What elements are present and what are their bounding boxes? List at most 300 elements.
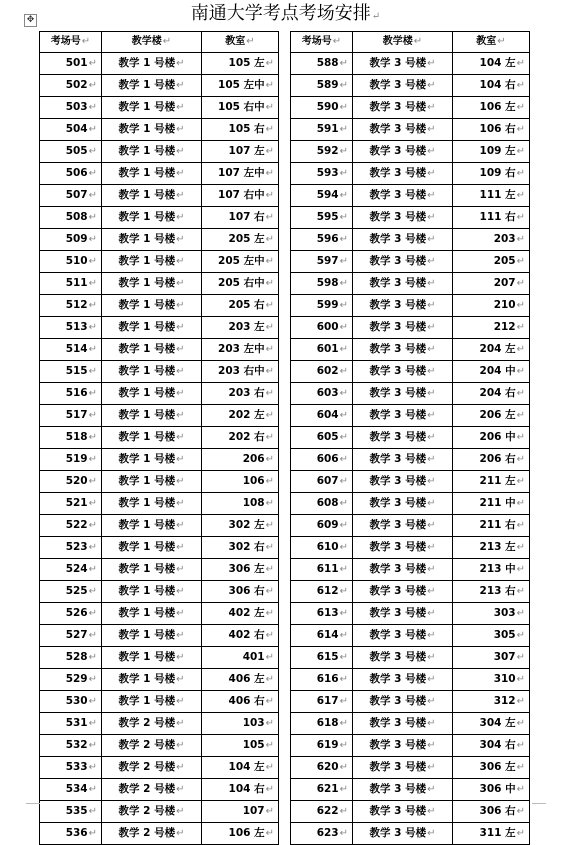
- paragraph-mark-icon: ↵: [427, 256, 436, 267]
- room-number-cell: [291, 537, 353, 559]
- classroom-cell: [453, 405, 530, 427]
- room-number-cell: [40, 757, 102, 779]
- building-cell-text: 教学 3 号楼: [369, 673, 427, 685]
- paragraph-mark-icon: ↵: [427, 740, 436, 751]
- paragraph-mark-icon: ↵: [516, 322, 525, 333]
- classroom-cell-text: 205 左中: [218, 255, 265, 267]
- classroom-cell-text: 106 右: [479, 123, 516, 135]
- building-cell-text: 教学 3 号楼: [369, 761, 427, 773]
- paragraph-mark-icon: ↵: [265, 234, 274, 245]
- table-row: [40, 295, 279, 317]
- paragraph-mark-icon: ↵: [265, 696, 274, 707]
- building-cell-text: 教学 1 号楼: [118, 123, 176, 135]
- building-cell: [353, 779, 453, 801]
- paragraph-mark-icon: ↵: [88, 432, 97, 443]
- room-number-cell-text: 607: [316, 475, 339, 487]
- paragraph-mark-icon: ↵: [339, 234, 348, 245]
- building-cell-text: 教学 3 号楼: [369, 717, 427, 729]
- paragraph-mark-icon: ↵: [427, 388, 436, 399]
- classroom-cell: [453, 713, 530, 735]
- paragraph-mark-icon: ↵: [516, 674, 525, 685]
- building-cell-text: 教学 3 号楼: [369, 255, 427, 267]
- room-number-cell-text: 504: [65, 123, 88, 135]
- building-cell: [353, 515, 453, 537]
- header-classroom: [202, 32, 279, 53]
- room-number-cell: [291, 757, 353, 779]
- paragraph-mark-icon: ↵: [516, 432, 525, 443]
- room-number-cell-text: 609: [316, 519, 339, 531]
- paragraph-mark-icon: ↵: [88, 520, 97, 531]
- classroom-cell: [202, 185, 279, 207]
- room-number-cell-text: 508: [65, 211, 88, 223]
- classroom-cell-text: 106 左: [228, 827, 265, 839]
- paragraph-mark-icon: ↵: [88, 410, 97, 421]
- paragraph-mark-icon: ↵: [265, 278, 274, 289]
- building-cell-text: 教学 2 号楼: [118, 805, 176, 817]
- paragraph-mark-icon: ↵: [88, 366, 97, 377]
- classroom-cell-text: 306 右: [479, 805, 516, 817]
- building-cell: [353, 163, 453, 185]
- paragraph-mark-icon: ↵: [88, 828, 97, 839]
- paragraph-mark-icon: ↵: [332, 36, 342, 47]
- room-number-cell-text: 535: [65, 805, 88, 817]
- building-cell: [102, 141, 202, 163]
- room-number-cell-text: 521: [65, 497, 88, 509]
- table-header-row: [291, 32, 530, 53]
- classroom-cell: [202, 647, 279, 669]
- paragraph-mark-icon: ↵: [339, 58, 348, 69]
- building-cell-text: 教学 1 号楼: [118, 101, 176, 113]
- room-number-cell: [40, 383, 102, 405]
- paragraph-mark-icon: ↵: [265, 212, 274, 223]
- room-number-cell: [40, 273, 102, 295]
- building-cell-text: 教学 1 号楼: [118, 453, 176, 465]
- building-cell-text: 教学 2 号楼: [118, 783, 176, 795]
- paragraph-mark-icon: ↵: [88, 80, 97, 91]
- paragraph-mark-icon: ↵: [339, 168, 348, 179]
- paragraph-mark-icon: ↵: [427, 806, 436, 817]
- building-cell: [102, 735, 202, 757]
- classroom-cell: [453, 669, 530, 691]
- table-row: [40, 581, 279, 603]
- room-number-cell: [40, 625, 102, 647]
- room-number-cell: [291, 625, 353, 647]
- table-row: [40, 383, 279, 405]
- classroom-cell-text: 111 左: [479, 189, 516, 201]
- building-cell-text: 教学 3 号楼: [369, 607, 427, 619]
- paragraph-mark-icon: ↵: [427, 784, 436, 795]
- classroom-cell-text: 203 左: [228, 321, 265, 333]
- building-cell: [102, 757, 202, 779]
- classroom-cell-text: 211 中: [479, 497, 516, 509]
- paragraph-mark-icon: ↵: [516, 388, 525, 399]
- classroom-cell-text: 204 右: [479, 387, 516, 399]
- classroom-cell-text: 302 左: [228, 519, 265, 531]
- room-number-cell: [40, 75, 102, 97]
- paragraph-mark-icon: ↵: [516, 80, 525, 91]
- building-cell: [102, 691, 202, 713]
- room-number-cell-text: 617: [316, 695, 339, 707]
- paragraph-mark-icon: ↵: [265, 366, 274, 377]
- building-cell-text: 教学 1 号楼: [118, 563, 176, 575]
- building-cell-text: 教学 3 号楼: [369, 585, 427, 597]
- classroom-cell: [453, 603, 530, 625]
- paragraph-mark-icon: ↵: [427, 762, 436, 773]
- paragraph-mark-icon: ↵: [516, 806, 525, 817]
- classroom-cell-text: 206 右: [479, 453, 516, 465]
- paragraph-mark-icon: ↵: [427, 476, 436, 487]
- building-cell-text: 教学 3 号楼: [369, 233, 427, 245]
- classroom-cell-text: 303: [493, 607, 516, 619]
- paragraph-mark-icon: ↵: [427, 278, 436, 289]
- table-row: [40, 647, 279, 669]
- room-number-cell-text: 505: [65, 145, 88, 157]
- table-row: [40, 339, 279, 361]
- room-number-cell-text: 619: [316, 739, 339, 751]
- paragraph-mark-icon: ↵: [427, 696, 436, 707]
- table-row: [40, 251, 279, 273]
- paragraph-mark-icon: ↵: [265, 542, 274, 553]
- room-number-cell: [40, 823, 102, 845]
- building-cell-text: 教学 3 号楼: [369, 739, 427, 751]
- paragraph-mark-icon: ↵: [339, 454, 348, 465]
- building-cell-text: 教学 3 号楼: [369, 783, 427, 795]
- paragraph-mark-icon: ↵: [427, 234, 436, 245]
- table-row: [291, 537, 530, 559]
- paragraph-mark-icon: ↵: [339, 212, 348, 223]
- paragraph-mark-icon: ↵: [176, 124, 185, 135]
- table-row: [291, 97, 530, 119]
- table-row: [291, 185, 530, 207]
- table-row: [291, 559, 530, 581]
- paragraph-mark-icon: ↵: [265, 586, 274, 597]
- table-row: [40, 449, 279, 471]
- classroom-cell-text: 108: [242, 497, 265, 509]
- paragraph-mark-icon: ↵: [88, 542, 97, 553]
- classroom-cell: [453, 823, 530, 845]
- room-number-cell: [291, 603, 353, 625]
- paragraph-mark-icon: ↵: [88, 784, 97, 795]
- classroom-cell-text: 213 左: [479, 541, 516, 553]
- building-cell: [102, 339, 202, 361]
- room-number-cell-text: 600: [316, 321, 339, 333]
- classroom-cell-text: 107 右: [228, 211, 265, 223]
- classroom-cell: [202, 735, 279, 757]
- classroom-cell-text: 402 右: [228, 629, 265, 641]
- paragraph-mark-icon: ↵: [339, 410, 348, 421]
- table-row: [40, 53, 279, 75]
- classroom-cell: [202, 339, 279, 361]
- classroom-cell-text: 111 右: [479, 211, 516, 223]
- paragraph-mark-icon: ↵: [176, 388, 185, 399]
- room-number-cell-text: 611: [316, 563, 339, 575]
- paragraph-mark-icon: ↵: [339, 366, 348, 377]
- building-cell: [102, 515, 202, 537]
- room-number-cell: [40, 581, 102, 603]
- building-cell: [353, 119, 453, 141]
- table-row: [40, 185, 279, 207]
- room-number-cell: [291, 493, 353, 515]
- paragraph-mark-icon: ↵: [339, 102, 348, 113]
- classroom-cell-text: 211 左: [479, 475, 516, 487]
- classroom-cell-text: 104 左: [228, 761, 265, 773]
- paragraph-mark-icon: ↵: [265, 498, 274, 509]
- room-number-cell-text: 515: [65, 365, 88, 377]
- building-cell: [102, 251, 202, 273]
- header-room-no: [40, 32, 102, 53]
- room-number-cell: [40, 229, 102, 251]
- paragraph-mark-icon: ↵: [88, 212, 97, 223]
- building-cell-text: 教学 3 号楼: [369, 629, 427, 641]
- building-cell-text: 教学 3 号楼: [369, 79, 427, 91]
- table-header-row: [40, 32, 279, 53]
- paragraph-mark-icon: ↵: [516, 476, 525, 487]
- building-cell: [102, 97, 202, 119]
- classroom-cell: [453, 207, 530, 229]
- paragraph-mark-icon: ↵: [265, 762, 274, 773]
- room-number-cell-text: 601: [316, 343, 339, 355]
- paragraph-mark-icon: ↵: [427, 520, 436, 531]
- building-cell: [102, 603, 202, 625]
- table-row: [40, 801, 279, 823]
- building-cell: [102, 801, 202, 823]
- building-cell: [102, 295, 202, 317]
- building-cell: [102, 449, 202, 471]
- building-cell-text: 教学 1 号楼: [118, 167, 176, 179]
- room-number-cell: [40, 691, 102, 713]
- classroom-cell-text: 306 右: [228, 585, 265, 597]
- room-number-cell-text: 534: [65, 783, 88, 795]
- classroom-cell-text: 107 右中: [218, 189, 265, 201]
- classroom-cell: [202, 779, 279, 801]
- paragraph-mark-icon: ↵: [427, 410, 436, 421]
- paragraph-mark-icon: ↵: [339, 190, 348, 201]
- building-cell: [353, 581, 453, 603]
- classroom-cell: [453, 581, 530, 603]
- classroom-cell: [453, 471, 530, 493]
- paragraph-mark-icon: ↵: [339, 388, 348, 399]
- paragraph-mark-icon: ↵: [88, 498, 97, 509]
- table-row: [291, 317, 530, 339]
- room-number-cell: [40, 603, 102, 625]
- building-cell: [353, 141, 453, 163]
- building-cell-text: 教学 1 号楼: [118, 651, 176, 663]
- table-row: [291, 691, 530, 713]
- classroom-cell: [202, 537, 279, 559]
- building-cell: [353, 75, 453, 97]
- paragraph-mark-icon: ↵: [427, 146, 436, 157]
- table-row: [40, 317, 279, 339]
- classroom-cell-text: 304 右: [479, 739, 516, 751]
- building-cell: [353, 383, 453, 405]
- room-number-cell-text: 520: [65, 475, 88, 487]
- room-number-cell: [40, 53, 102, 75]
- paragraph-mark-icon: ↵: [516, 718, 525, 729]
- table-row: [291, 801, 530, 823]
- table-row: [291, 119, 530, 141]
- paragraph-mark-icon: ↵: [339, 740, 348, 751]
- classroom-cell-text: 109 左: [479, 145, 516, 157]
- room-number-cell: [291, 295, 353, 317]
- classroom-cell: [202, 75, 279, 97]
- classroom-cell: [453, 229, 530, 251]
- table-row: [291, 603, 530, 625]
- room-number-cell: [40, 163, 102, 185]
- classroom-cell: [453, 53, 530, 75]
- paragraph-mark-icon: ↵: [339, 696, 348, 707]
- paragraph-mark-icon: ↵: [516, 344, 525, 355]
- building-cell: [102, 427, 202, 449]
- paragraph-mark-icon: ↵: [339, 476, 348, 487]
- table-row: [40, 559, 279, 581]
- classroom-cell: [453, 625, 530, 647]
- room-number-cell: [291, 691, 353, 713]
- building-cell-text: 教学 2 号楼: [118, 739, 176, 751]
- header-room-no-text: 考场号: [301, 36, 332, 47]
- paragraph-mark-icon: ↵: [88, 652, 97, 663]
- classroom-cell: [202, 361, 279, 383]
- room-number-cell-text: 594: [316, 189, 339, 201]
- building-cell-text: 教学 2 号楼: [118, 827, 176, 839]
- paragraph-mark-icon: ↵: [176, 366, 185, 377]
- building-cell: [353, 691, 453, 713]
- room-number-cell-text: 602: [316, 365, 339, 377]
- room-number-cell: [291, 581, 353, 603]
- paragraph-mark-icon: ↵: [176, 212, 185, 223]
- classroom-cell-text: 107: [242, 805, 265, 817]
- paragraph-mark-icon: ↵: [427, 564, 436, 575]
- building-cell-text: 教学 1 号楼: [118, 79, 176, 91]
- classroom-cell: [453, 493, 530, 515]
- building-cell: [353, 405, 453, 427]
- building-cell-text: 教学 1 号楼: [118, 255, 176, 267]
- building-cell: [102, 779, 202, 801]
- table-row: [291, 427, 530, 449]
- room-number-cell-text: 536: [65, 827, 88, 839]
- paragraph-mark-icon: ↵: [265, 718, 274, 729]
- room-number-cell-text: 622: [316, 805, 339, 817]
- room-number-cell: [40, 449, 102, 471]
- table-row: [291, 361, 530, 383]
- paragraph-mark-icon: ↵: [176, 476, 185, 487]
- paragraph-mark-icon: ↵: [339, 762, 348, 773]
- table-row: [40, 625, 279, 647]
- room-number-cell-text: 522: [65, 519, 88, 531]
- paragraph-mark-icon: ↵: [516, 520, 525, 531]
- paragraph-mark-icon: ↵: [516, 828, 525, 839]
- classroom-cell: [453, 295, 530, 317]
- paragraph-mark-icon: ↵: [427, 432, 436, 443]
- room-number-cell: [291, 735, 353, 757]
- building-cell: [102, 383, 202, 405]
- paragraph-mark-icon: ↵: [265, 168, 274, 179]
- header-room-no: [291, 32, 353, 53]
- building-cell-text: 教学 3 号楼: [369, 805, 427, 817]
- room-number-cell: [40, 339, 102, 361]
- classroom-cell: [202, 493, 279, 515]
- room-number-cell: [40, 317, 102, 339]
- classroom-cell-text: 213 右: [479, 585, 516, 597]
- paragraph-mark-icon: ↵: [516, 652, 525, 663]
- paragraph-mark-icon: ↵: [88, 102, 97, 113]
- building-cell: [102, 493, 202, 515]
- room-number-cell: [291, 273, 353, 295]
- paragraph-mark-icon: ↵: [339, 498, 348, 509]
- table-move-handle-icon[interactable]: ✥: [24, 14, 37, 27]
- table-row: [291, 515, 530, 537]
- building-cell: [353, 735, 453, 757]
- table-row: [40, 119, 279, 141]
- room-number-cell-text: 597: [316, 255, 339, 267]
- room-number-cell-text: 616: [316, 673, 339, 685]
- room-number-cell: [291, 361, 353, 383]
- page-corner-mark-bottom-right: [532, 803, 546, 812]
- room-number-cell-text: 613: [316, 607, 339, 619]
- building-cell-text: 教学 2 号楼: [118, 761, 176, 773]
- building-cell-text: 教学 3 号楼: [369, 189, 427, 201]
- paragraph-mark-icon: ↵: [176, 80, 185, 91]
- building-cell-text: 教学 2 号楼: [118, 717, 176, 729]
- room-number-cell: [291, 383, 353, 405]
- table-row: [40, 207, 279, 229]
- paragraph-mark-icon: ↵: [516, 542, 525, 553]
- classroom-cell: [202, 163, 279, 185]
- paragraph-mark-icon: ↵: [339, 806, 348, 817]
- room-number-cell: [291, 53, 353, 75]
- room-number-cell-text: 621: [316, 783, 339, 795]
- classroom-cell: [202, 691, 279, 713]
- classroom-cell: [202, 317, 279, 339]
- paragraph-mark-icon: ↵: [427, 630, 436, 641]
- paragraph-mark-icon: ↵: [516, 300, 525, 311]
- room-number-cell-text: 598: [316, 277, 339, 289]
- building-cell: [102, 823, 202, 845]
- room-number-cell: [40, 185, 102, 207]
- classroom-cell: [453, 691, 530, 713]
- table-row: [40, 361, 279, 383]
- room-number-cell-text: 623: [316, 827, 339, 839]
- table-row: [291, 735, 530, 757]
- paragraph-mark-icon: ↵: [265, 58, 274, 69]
- paragraph-mark-icon: ↵: [265, 740, 274, 751]
- building-cell-text: 教学 3 号楼: [369, 277, 427, 289]
- paragraph-mark-icon: ↵: [339, 146, 348, 157]
- building-cell: [102, 625, 202, 647]
- table-row: [40, 493, 279, 515]
- classroom-cell-text: 401: [242, 651, 265, 663]
- paragraph-mark-icon: ↵: [176, 652, 185, 663]
- classroom-cell-text: 104 左: [479, 57, 516, 69]
- paragraph-mark-icon: ↵: [176, 410, 185, 421]
- building-cell-text: 教学 3 号楼: [369, 541, 427, 553]
- paragraph-mark-icon: ↵: [516, 212, 525, 223]
- paragraph-mark-icon: ↵: [516, 168, 525, 179]
- table-row: [40, 537, 279, 559]
- paragraph-mark-icon: ↵: [176, 564, 185, 575]
- paragraph-mark-icon: ↵: [427, 498, 436, 509]
- table-row: [291, 647, 530, 669]
- paragraph-mark-icon: ↵: [176, 520, 185, 531]
- paragraph-mark-icon: ↵: [427, 344, 436, 355]
- classroom-cell: [453, 801, 530, 823]
- paragraph-mark-icon: ↵: [339, 784, 348, 795]
- building-cell-text: 教学 1 号楼: [118, 585, 176, 597]
- paragraph-mark-icon: ↵: [265, 300, 274, 311]
- building-cell-text: 教学 3 号楼: [369, 431, 427, 443]
- table-row: [291, 449, 530, 471]
- paragraph-mark-icon: ↵: [413, 36, 423, 47]
- paragraph-mark-icon: ↵: [265, 454, 274, 465]
